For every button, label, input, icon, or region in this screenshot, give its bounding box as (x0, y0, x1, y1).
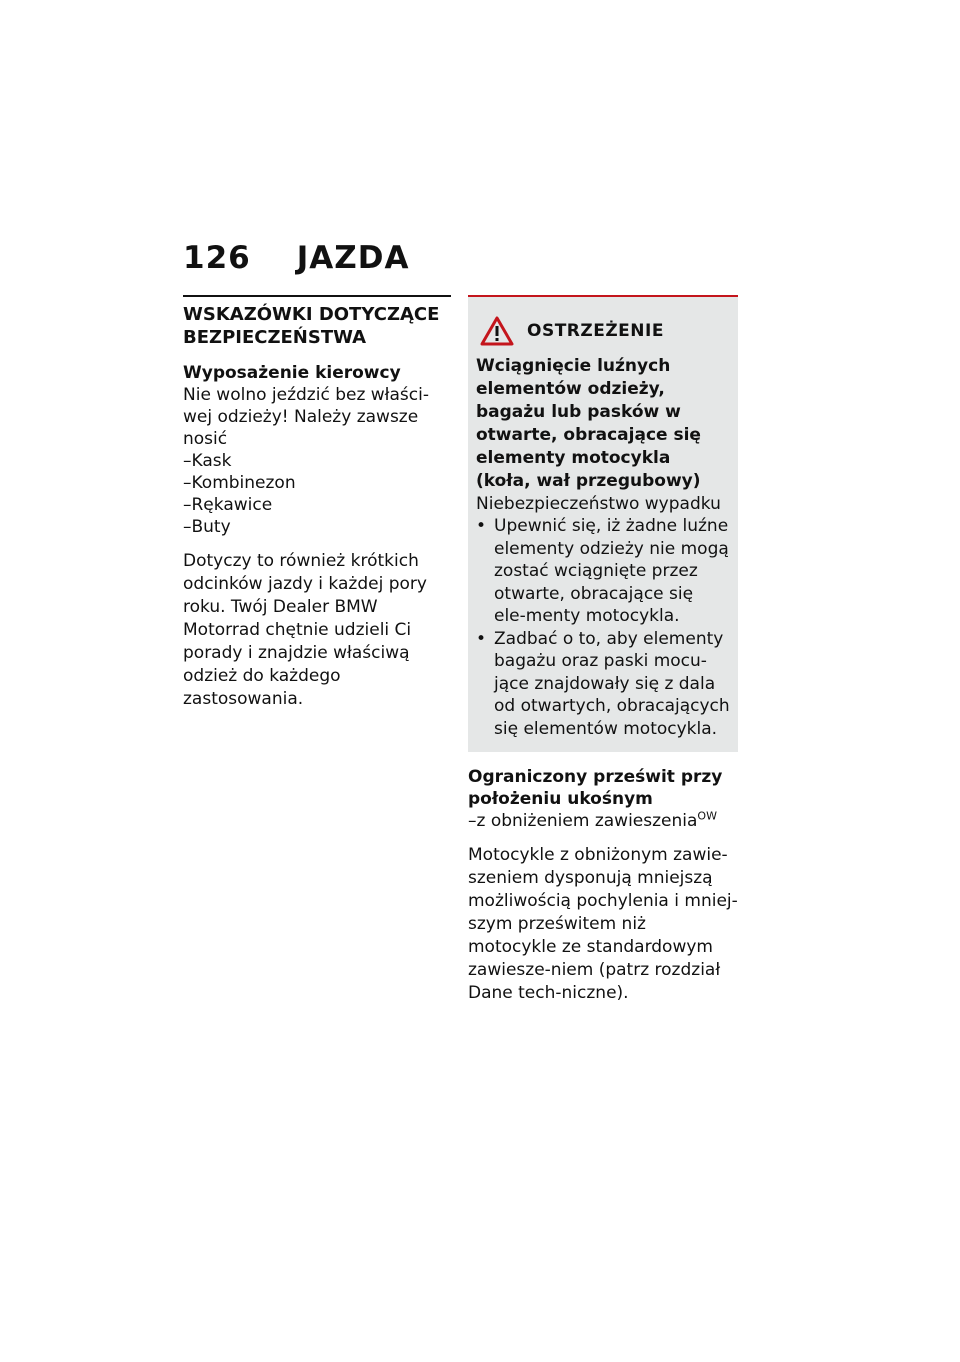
warning-box (468, 295, 738, 752)
hazard-text: Niebezpieczeństwo wypadku (476, 494, 721, 514)
bullet-text: Zadbać o to, aby elementy bagażu oraz paski mocu-jące znajdowały się z dala od otwartych, obracających się elementów motocykla. (494, 628, 730, 739)
list-item: –Kombinezon (183, 473, 296, 493)
rider-equipment-intro: Nie wolno jeździć bez właści-wej odzieży! Należy zawsze nosić (183, 385, 429, 449)
page-header (183, 240, 409, 276)
bullet-icon: • (476, 516, 487, 536)
section-title: WSKAZÓWKI DOTYCZĄCE BEZPIECZEŃSTWA (183, 304, 440, 348)
left-column (183, 295, 451, 711)
ground-clearance-heading: Ograniczony prześwit przy położeniu ukośnym (468, 767, 723, 809)
warning-label: OSTRZEŻENIE (527, 321, 664, 341)
equipment-paragraph: Dotyczy to również krótkich odcinków jazdy i każdej pory roku. Twój Dealer BMW Motorrad chętnie udzieli Ci porady i znajdzie właściwą odzież do każdego zastosowania. (183, 551, 427, 709)
variant-superscript: OW (697, 809, 717, 823)
right-column (468, 295, 738, 1005)
bullet-icon: • (476, 628, 487, 649)
equipment-list (183, 450, 451, 538)
bullet-text: Upewnić się, iż żadne luźne elementy odzieży nie mogą zostać wciągnięte przez otwarte, obracające się ele-menty motocykla. (494, 516, 729, 626)
section-rule (183, 295, 451, 297)
warning-header (476, 315, 730, 347)
page-number: 126 (183, 240, 251, 276)
warning-bullets (476, 515, 730, 740)
list-item: –Kask (183, 451, 232, 471)
rider-equipment-heading: Wyposażenie kierowcy (183, 363, 401, 383)
variant-text: –z obniżeniem zawieszenia (468, 811, 698, 831)
variant-note (468, 810, 738, 832)
warning-title: Wciągnięcie luźnych elementów odzieży, bagażu lub pasków w otwarte, obracające się elementy motocykla (koła, wał przegubowy) (476, 356, 701, 491)
list-item: –Buty (183, 517, 231, 537)
ground-clearance-paragraph: Motocykle z obniżonym zawie-szeniem dysponują mniejszą możliwością pochylenia i mniej-szym prześwitem niż motocykle ze standardowym zawiesze-niem (patrz rozdział Dane tech-niczne). (468, 845, 738, 1003)
list-item (476, 515, 730, 628)
list-item: –Rękawice (183, 495, 273, 515)
warning-triangle-icon (479, 315, 515, 347)
list-item (476, 628, 730, 741)
chapter-title: JAZDA (296, 240, 410, 276)
